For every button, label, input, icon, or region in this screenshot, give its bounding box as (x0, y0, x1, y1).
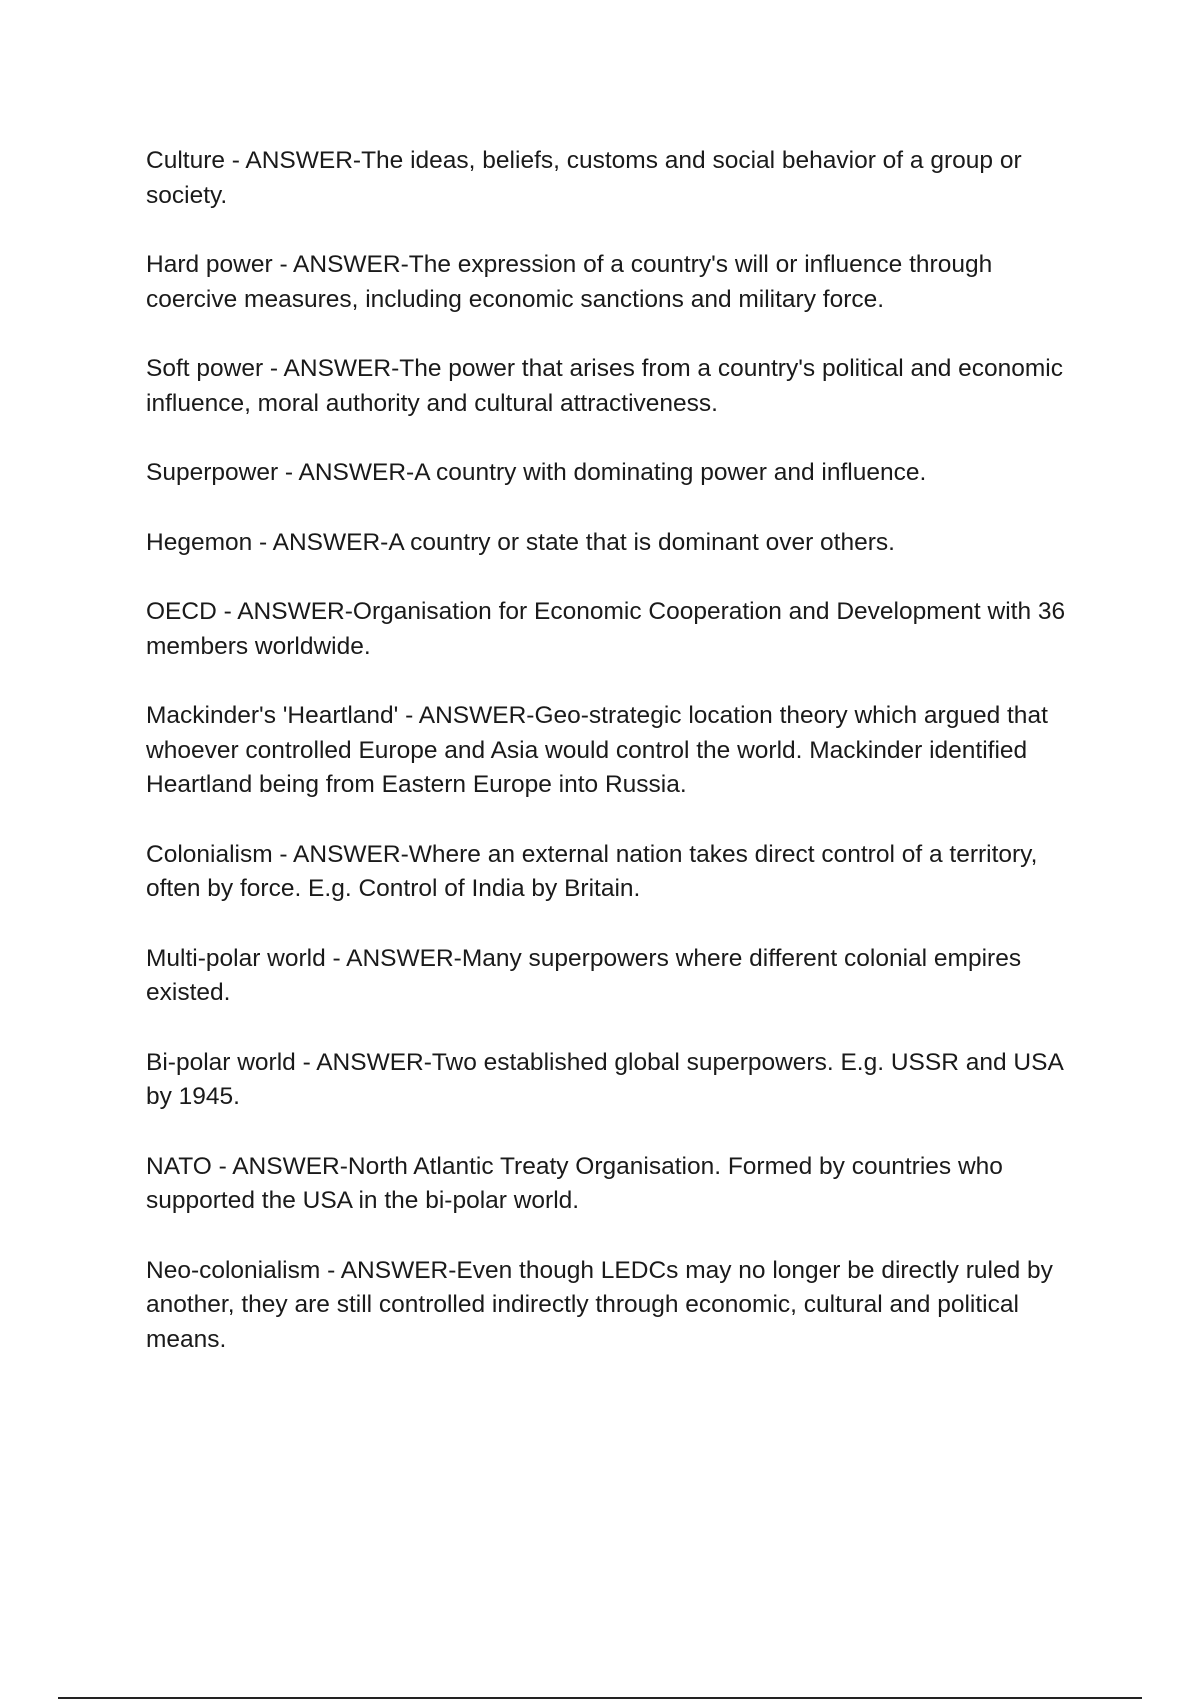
definition-list (146, 144, 1086, 1392)
definition-entry: Bi-polar world - ANSWER-Two established global superpowers. E.g. USSR and USA by 1945. (146, 1048, 1063, 1110)
definition-entry: OECD - ANSWER-Organisation for Economic Cooperation and Development with 36 members worldwide. (146, 598, 1066, 660)
definition-entry: Hard power - ANSWER-The expression of a country's will or influence through coercive measures, including economic sanctions and military force. (146, 251, 993, 313)
definition-entry: NATO - ANSWER-North Atlantic Treaty Organisation. Formed by countries who supported the USA in the bi-polar world. (146, 1152, 1003, 1214)
definition-entry: Hegemon - ANSWER-A country or state that is dominant over others. (146, 528, 895, 556)
definition-entry: Multi-polar world - ANSWER-Many superpowers where different colonial empires existed. (146, 944, 1022, 1006)
definition-entry: Culture - ANSWER-The ideas, beliefs, customs and social behavior of a group or society. (146, 147, 1022, 209)
footer-divider (58, 1697, 1142, 1699)
definition-entry: Colonialism - ANSWER-Where an external nation takes direct control of a territory, often by force. E.g. Control of India by Britain. (146, 840, 1038, 902)
definition-entry: Neo-colonialism - ANSWER-Even though LEDCs may no longer be directly ruled by another, they are still controlled indirectly through economic, cultural and political means. (146, 1256, 1053, 1353)
definition-entry: Mackinder's 'Heartland' - ANSWER-Geo-strategic location theory which argued that whoever controlled Europe and Asia would control the world. Mackinder identified Heartland being from Eastern Europe into Russia. (146, 702, 1048, 798)
definition-entry: Soft power - ANSWER-The power that arises from a country's political and economic influence, moral authority and cultural attractiveness. (146, 355, 1063, 417)
definition-entry: Superpower - ANSWER-A country with dominating power and influence. (146, 459, 927, 486)
